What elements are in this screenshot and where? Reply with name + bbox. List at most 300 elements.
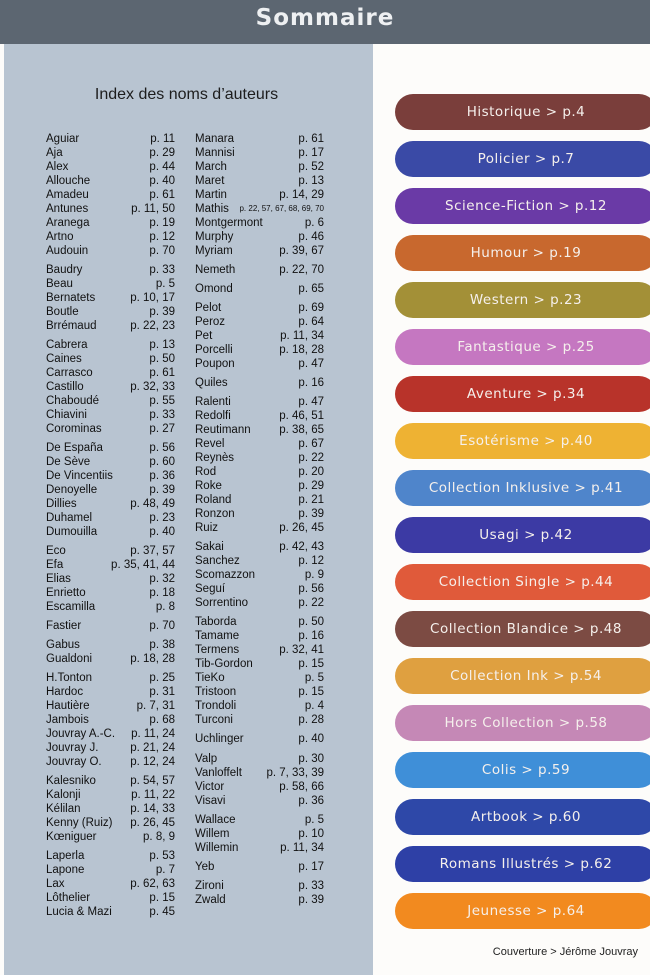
index-entry xyxy=(195,132,324,146)
page-numbers: p. 46 xyxy=(298,231,324,243)
page-numbers: p. 17 xyxy=(298,147,324,159)
index-title: Index des noms d’auteurs xyxy=(94,86,279,103)
author-name: Maret xyxy=(195,175,225,187)
author-name: Vanloffelt xyxy=(195,767,242,779)
page-numbers: p. 11, 34 xyxy=(280,330,324,342)
page-numbers: p. 5 xyxy=(304,672,324,684)
author-name: Roland xyxy=(195,494,232,506)
author-name: Redolfi xyxy=(195,410,231,422)
author-name: Uchlinger xyxy=(195,733,244,745)
page-numbers: p. 11, 24 xyxy=(131,728,175,740)
page-numbers: p. 61 xyxy=(149,189,175,201)
page-numbers: p. 18 xyxy=(149,587,175,599)
author-name: Escamilla xyxy=(46,601,96,613)
index-entry xyxy=(195,437,324,451)
page-numbers: p. 46, 51 xyxy=(279,410,324,422)
index-entry xyxy=(195,713,324,727)
author-name: Poupon xyxy=(195,358,235,370)
index-entry xyxy=(195,493,324,507)
author-name: Pet xyxy=(195,330,213,342)
author-name: Mathis xyxy=(195,203,229,215)
author-name: Zwald xyxy=(195,894,226,906)
author-name: Martin xyxy=(195,189,227,201)
index-entry xyxy=(46,408,175,422)
author-name: Chiavini xyxy=(46,409,87,421)
page-numbers: p. 22 xyxy=(298,597,324,609)
index-entry xyxy=(46,305,175,319)
index-entry xyxy=(195,568,324,582)
page-numbers: p. 27 xyxy=(149,423,175,435)
category-link[interactable]: Collection Inklusive > p.41 xyxy=(395,470,650,506)
author-name: Seguí xyxy=(195,583,226,595)
category-link[interactable]: Hors Collection > p.58 xyxy=(395,705,650,741)
index-entry xyxy=(46,469,175,483)
index-entry xyxy=(46,558,175,572)
author-name: Jambois xyxy=(46,714,89,726)
author-name: Fastier xyxy=(46,620,82,632)
index-entry xyxy=(195,879,324,893)
page-numbers: p. 20 xyxy=(298,466,324,478)
page-numbers: p. 55 xyxy=(149,395,175,407)
index-entry xyxy=(195,343,324,357)
index-entry xyxy=(195,554,324,568)
author-name: H.Tonton xyxy=(46,672,93,684)
author-name: Reutimann xyxy=(195,424,251,436)
index-entry xyxy=(46,652,175,666)
page-numbers: p. 11 xyxy=(150,133,175,145)
index-entry xyxy=(46,727,175,741)
author-name: Taborda xyxy=(195,616,237,628)
page-numbers: p. 8 xyxy=(155,601,175,613)
page-numbers: p. 14, 29 xyxy=(279,189,324,201)
index-entry xyxy=(46,905,175,919)
page-numbers: p. 54, 57 xyxy=(130,775,175,787)
author-name: Baudry xyxy=(46,264,83,276)
page-numbers: p. 7, 33, 39 xyxy=(266,767,324,779)
author-name: Kalonji xyxy=(46,789,81,801)
author-name: Willem xyxy=(195,828,230,840)
author-name: Kélilan xyxy=(46,803,81,815)
index-entry xyxy=(195,596,324,610)
index-entry xyxy=(46,849,175,863)
author-name: Myriam xyxy=(195,245,233,257)
page-numbers: p. 26, 45 xyxy=(279,522,324,534)
page-numbers: p. 16 xyxy=(298,630,324,642)
author-name: Scomazzon xyxy=(195,569,256,581)
author-name: Allouche xyxy=(46,175,91,187)
index-entry xyxy=(195,732,324,746)
author-name: De Sève xyxy=(46,456,91,468)
page-numbers: p. 39 xyxy=(149,306,175,318)
page-numbers: p. 14, 33 xyxy=(130,803,175,815)
page-numbers: p. 68 xyxy=(149,714,175,726)
page-numbers: p. 7 xyxy=(155,864,175,876)
author-name: Corominas xyxy=(46,423,102,435)
index-entry xyxy=(195,860,324,874)
category-link[interactable]: Humour > p.19 xyxy=(395,235,650,271)
page-numbers: p. 32, 33 xyxy=(130,381,175,393)
index-entry xyxy=(46,511,175,525)
page-numbers: p. 56 xyxy=(298,583,324,595)
author-name: Brrémaud xyxy=(46,320,97,332)
index-entry xyxy=(46,277,175,291)
author-name: Willemin xyxy=(195,842,239,854)
author-name: Enrietto xyxy=(46,587,86,599)
author-name: Aguiar xyxy=(46,133,80,145)
category-link[interactable]: Collection Blandice > p.48 xyxy=(395,611,650,647)
index-entry xyxy=(46,483,175,497)
author-name: Bernatets xyxy=(46,292,96,304)
author-name: Hautière xyxy=(46,700,90,712)
author-name: Jouvray O. xyxy=(46,756,102,768)
index-entry xyxy=(195,409,324,423)
author-name: Artno xyxy=(46,231,74,243)
index-entry xyxy=(46,619,175,633)
page-numbers: p. 70 xyxy=(149,620,175,632)
index-entry xyxy=(195,301,324,315)
author-name: Reynès xyxy=(195,452,234,464)
author-name: Manara xyxy=(195,133,234,145)
index-entry xyxy=(46,774,175,788)
author-name: Kenny (Ruiz) xyxy=(46,817,113,829)
page-numbers: p. 38 xyxy=(149,639,175,651)
page-numbers: p. 33 xyxy=(298,880,324,892)
page-numbers: p. 11, 22 xyxy=(131,789,175,801)
index-entry xyxy=(46,586,175,600)
index-entry xyxy=(195,657,324,671)
page-numbers: p. 58, 66 xyxy=(279,781,324,793)
index-entry xyxy=(46,380,175,394)
page-numbers: p. 11, 50 xyxy=(131,203,175,215)
index-entry xyxy=(195,629,324,643)
page-numbers: p. 18, 28 xyxy=(130,653,175,665)
page-numbers: p. 50 xyxy=(298,616,324,628)
page-numbers: p. 48, 49 xyxy=(130,498,175,510)
index-entry xyxy=(46,525,175,539)
index-entry xyxy=(195,263,324,277)
index-entry xyxy=(46,338,175,352)
index-entry xyxy=(195,752,324,766)
author-name: Rod xyxy=(195,466,217,478)
index-entry xyxy=(195,395,324,409)
index-entry xyxy=(46,244,175,258)
author-name: Ruiz xyxy=(195,522,219,534)
page-numbers: p. 17 xyxy=(298,861,324,873)
index-entry xyxy=(46,600,175,614)
page-numbers: p. 39, 67 xyxy=(279,245,324,257)
author-name: Visavi xyxy=(195,795,226,807)
index-entry xyxy=(195,479,324,493)
author-name: Trondoli xyxy=(195,700,237,712)
page-numbers: p. 42, 43 xyxy=(279,541,324,553)
index-entry xyxy=(46,830,175,844)
index-entry xyxy=(46,863,175,877)
page-numbers: p. 15 xyxy=(298,658,324,670)
index-entry xyxy=(195,329,324,343)
page-numbers: p. 32, 41 xyxy=(279,644,324,656)
index-entry xyxy=(46,802,175,816)
index-entry xyxy=(195,188,324,202)
author-name: Termens xyxy=(195,644,240,656)
page-numbers: p. 62, 63 xyxy=(130,878,175,890)
index-entry xyxy=(195,813,324,827)
author-name: Omond xyxy=(195,283,233,295)
page-numbers: p. 15 xyxy=(298,686,324,698)
index-entry xyxy=(46,291,175,305)
index-entry xyxy=(46,146,175,160)
index-entry xyxy=(46,394,175,408)
index-entry xyxy=(46,455,175,469)
header-bar xyxy=(0,0,650,44)
page-numbers: p. 8, 9 xyxy=(143,831,175,843)
author-name: Montgermont xyxy=(195,217,263,229)
cover-credit: Couverture > Jérôme Jouvray xyxy=(492,946,638,958)
page-numbers: p. 35, 41, 44 xyxy=(111,559,175,571)
index-entry xyxy=(195,671,324,685)
index-entry xyxy=(46,174,175,188)
author-name: Lax xyxy=(46,878,65,890)
index-entry xyxy=(46,160,175,174)
page-numbers: p. 33 xyxy=(149,264,175,276)
index-entry xyxy=(46,671,175,685)
index-entry xyxy=(46,755,175,769)
author-name: Aja xyxy=(46,147,63,159)
index-entry xyxy=(46,891,175,905)
page-numbers: p. 21 xyxy=(298,494,324,506)
page-numbers: p. 28 xyxy=(298,714,324,726)
index-entry xyxy=(195,699,324,713)
index-entry xyxy=(46,441,175,455)
page-numbers: p. 26, 45 xyxy=(130,817,175,829)
index-entry xyxy=(195,465,324,479)
index-entry xyxy=(46,741,175,755)
author-name: Caines xyxy=(46,353,82,365)
index-entry xyxy=(195,507,324,521)
author-name: Murphy xyxy=(195,231,234,243)
category-link[interactable]: Science-Fiction > p.12 xyxy=(395,188,650,224)
index-entry xyxy=(195,643,324,657)
page-numbers: p. 12 xyxy=(298,555,324,567)
category-link[interactable]: Historique > p.4 xyxy=(395,94,650,130)
category-link[interactable]: Fantastique > p.25 xyxy=(395,329,650,365)
page-numbers: p. 23 xyxy=(149,512,175,524)
category-link[interactable]: Aventure > p.34 xyxy=(395,376,650,412)
author-name: Roke xyxy=(195,480,222,492)
page-numbers: p. 33 xyxy=(149,409,175,421)
category-link[interactable]: Usagi > p.42 xyxy=(395,517,650,553)
index-entry xyxy=(195,582,324,596)
index-entry xyxy=(195,766,324,780)
index-entry xyxy=(46,699,175,713)
index-entry xyxy=(195,540,324,554)
category-link[interactable]: Jeunesse > p.64 xyxy=(395,893,650,929)
index-entry xyxy=(195,282,324,296)
author-name: Quiles xyxy=(195,377,228,389)
author-name: Revel xyxy=(195,438,225,450)
category-link[interactable]: Romans Illustrés > p.62 xyxy=(395,846,650,882)
index-entry xyxy=(46,638,175,652)
page-numbers: p. 12 xyxy=(149,231,175,243)
author-name: Cabrera xyxy=(46,339,88,351)
page-numbers: p. 60 xyxy=(149,456,175,468)
page-numbers: p. 65 xyxy=(298,283,324,295)
author-name: Mannisi xyxy=(195,147,235,159)
page-numbers: p. 39 xyxy=(298,894,324,906)
page-numbers: p. 39 xyxy=(149,484,175,496)
category-link[interactable]: Esotérisme > p.40 xyxy=(395,423,650,459)
page-numbers: p. 36 xyxy=(298,795,324,807)
index-entry xyxy=(46,188,175,202)
index-entry xyxy=(46,263,175,277)
page-numbers: p. 38, 65 xyxy=(279,424,324,436)
index-entry xyxy=(195,451,324,465)
page-numbers: p. 36 xyxy=(149,470,175,482)
author-name: Victor xyxy=(195,781,225,793)
index-entry xyxy=(195,244,324,258)
page-numbers: p. 67 xyxy=(298,438,324,450)
index-entry xyxy=(195,376,324,390)
author-name: Porcelli xyxy=(195,344,233,356)
author-name: Gabus xyxy=(46,639,80,651)
index-entry xyxy=(46,544,175,558)
index-entry xyxy=(195,202,324,216)
author-name: Pelot xyxy=(195,302,222,314)
author-name: Elias xyxy=(46,573,71,585)
author-name: Lucia & Mazi xyxy=(46,906,112,918)
author-name: Alex xyxy=(46,161,69,173)
author-name: Eco xyxy=(46,545,66,557)
author-name: Zironi xyxy=(195,880,224,892)
page-numbers: p. 5 xyxy=(304,814,324,826)
author-name: Boutle xyxy=(46,306,79,318)
page-numbers: p. 7, 31 xyxy=(136,700,175,712)
index-entry xyxy=(46,788,175,802)
index-entry xyxy=(195,216,324,230)
author-name: Denoyelle xyxy=(46,484,98,496)
index-entry xyxy=(195,230,324,244)
index-entry xyxy=(195,780,324,794)
page-numbers: p. 61 xyxy=(149,367,175,379)
category-link[interactable]: Western > p.23 xyxy=(395,282,650,318)
page-numbers: p. 47 xyxy=(298,396,324,408)
page-numbers: p. 13 xyxy=(298,175,324,187)
index-entry xyxy=(195,174,324,188)
category-link[interactable]: Artbook > p.60 xyxy=(395,799,650,835)
page-title: Sommaire xyxy=(255,5,395,31)
index-entry xyxy=(46,319,175,333)
index-entry xyxy=(46,816,175,830)
page-numbers: p. 11, 34 xyxy=(280,842,324,854)
author-name: De Vincentiis xyxy=(46,470,113,482)
author-name: Tristoon xyxy=(195,686,237,698)
page-numbers: p. 61 xyxy=(298,133,324,145)
page-numbers: p. 29 xyxy=(298,480,324,492)
category-link[interactable]: Collection Ink > p.54 xyxy=(395,658,650,694)
index-entry xyxy=(46,132,175,146)
page-numbers: p. 29 xyxy=(149,147,175,159)
page-numbers: p. 15 xyxy=(149,892,175,904)
page-numbers: p. 40 xyxy=(149,175,175,187)
page-numbers: p. 21, 24 xyxy=(130,742,175,754)
page-numbers: p. 22 xyxy=(298,452,324,464)
page-numbers: p. 19 xyxy=(149,217,175,229)
author-name: Antunes xyxy=(46,203,89,215)
index-entry xyxy=(46,202,175,216)
page-numbers: p. 31 xyxy=(149,686,175,698)
category-link[interactable]: Policier > p.7 xyxy=(395,141,650,177)
author-name: Nemeth xyxy=(195,264,236,276)
page-numbers: p. 22, 57, 67, 68, 69, 70 xyxy=(239,204,324,213)
author-name: Kalesniko xyxy=(46,775,96,787)
page-numbers: p. 45 xyxy=(149,906,175,918)
author-name: TieKo xyxy=(195,672,225,684)
author-name: Carrasco xyxy=(46,367,93,379)
author-name: Tib-Gordon xyxy=(195,658,253,670)
author-name: Wallace xyxy=(195,814,236,826)
page-numbers: p. 6 xyxy=(304,217,324,229)
index-entry xyxy=(195,685,324,699)
page-numbers: p. 70 xyxy=(149,245,175,257)
page-numbers: p. 18, 28 xyxy=(279,344,324,356)
author-name: Aranega xyxy=(46,217,90,229)
page-numbers: p. 40 xyxy=(149,526,175,538)
index-entry xyxy=(46,216,175,230)
index-entry xyxy=(195,827,324,841)
page-numbers: p. 4 xyxy=(304,700,324,712)
page-numbers: p. 40 xyxy=(298,733,324,745)
index-entry xyxy=(195,146,324,160)
author-name: Lapone xyxy=(46,864,85,876)
author-name: Peroz xyxy=(195,316,226,328)
page-numbers: p. 10 xyxy=(298,828,324,840)
author-name: De España xyxy=(46,442,103,454)
author-name: March xyxy=(195,161,227,173)
author-name: Castillo xyxy=(46,381,84,393)
index-entry xyxy=(46,685,175,699)
author-name: Dumouilla xyxy=(46,526,98,538)
author-name: Laperla xyxy=(46,850,85,862)
author-name: Sanchez xyxy=(195,555,240,567)
index-entry xyxy=(195,615,324,629)
author-name: Sakai xyxy=(195,541,224,553)
page-numbers: p. 16 xyxy=(298,377,324,389)
author-name: Jouvray A.-C. xyxy=(46,728,116,740)
category-link[interactable]: Colis > p.59 xyxy=(395,752,650,788)
index-entry xyxy=(46,572,175,586)
author-name: Beau xyxy=(46,278,73,290)
page-numbers: p. 22, 70 xyxy=(279,264,324,276)
index-entry xyxy=(195,841,324,855)
index-entry xyxy=(195,315,324,329)
author-name: Kœniguer xyxy=(46,831,97,843)
index-entry xyxy=(195,357,324,371)
category-link[interactable]: Collection Single > p.44 xyxy=(395,564,650,600)
page-numbers: p. 9 xyxy=(304,569,324,581)
index-entry xyxy=(46,230,175,244)
page-numbers: p. 69 xyxy=(298,302,324,314)
index-entry xyxy=(195,893,324,907)
page-numbers: p. 50 xyxy=(149,353,175,365)
index-entry xyxy=(195,423,324,437)
author-name: Chaboudé xyxy=(46,395,100,407)
index-entry xyxy=(195,160,324,174)
author-name: Yeb xyxy=(195,861,215,873)
page-numbers: p. 53 xyxy=(149,850,175,862)
page-numbers: p. 52 xyxy=(298,161,324,173)
index-entry xyxy=(46,366,175,380)
author-name: Audouin xyxy=(46,245,89,257)
author-name: Lôthelier xyxy=(46,892,91,904)
